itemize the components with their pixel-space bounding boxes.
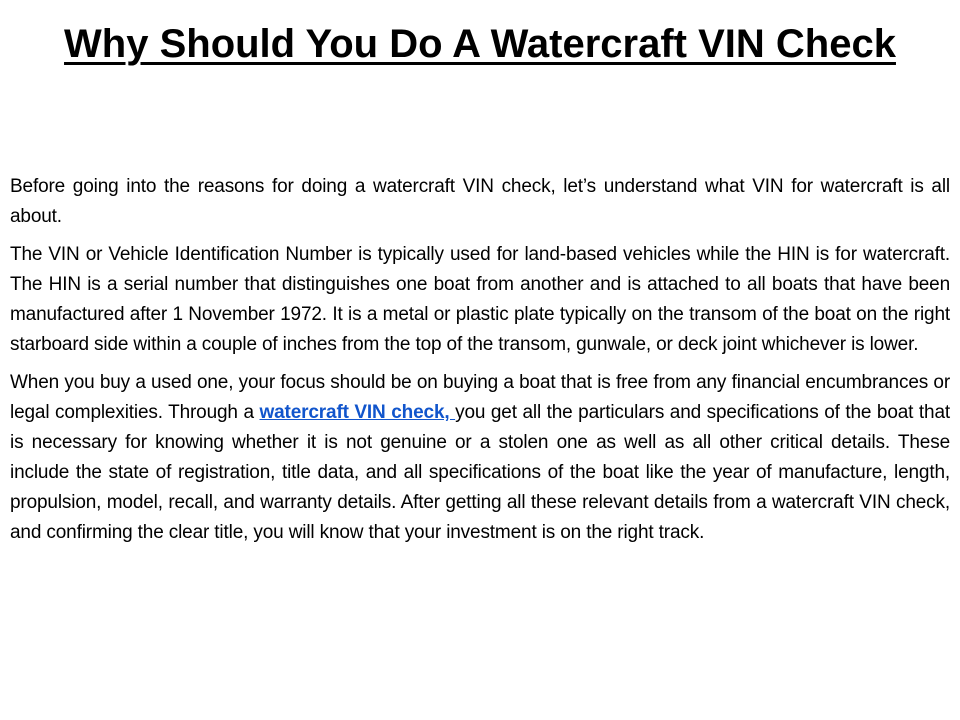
paragraph-text-before-link: When you buy a used one, your focus should be on buying a boat that is free from any financial encumbrances or legal complexities. Through a	[10, 372, 950, 423]
slide-body	[10, 172, 950, 556]
paragraph-vin-hin: The VIN or Vehicle Identification Number is typically used for land-based vehicles while the HIN is for watercraft. The HIN is a serial number that distinguishes one boat from another and is attached to all boats that have been manufactured after 1 November 1972. It is a metal or plastic plate typically on the transom of the boat on the right starboard side within a couple of inches from the top of the transom, gunwale, or deck joint whichever is lower.	[10, 244, 950, 355]
paragraph-intro: Before going into the reasons for doing a watercraft VIN check, let’s understand what VIN for watercraft is all about.	[10, 176, 950, 227]
paragraph-used-boat	[10, 368, 950, 548]
paragraph-text-after-link: you get all the particulars and specifications of the boat that is necessary for knowing whether it is not genuine or a stolen one as well as all other critical details. These include the state of registration, title data, and all specifications of the boat like the year of manufacture, length, propulsion, model, recall, and warranty details. After getting all these relevant details from a watercraft VIN check, and confirming the clear title, you will know that your investment is on the right track.	[10, 402, 950, 543]
watercraft-vin-check-link[interactable]: watercraft VIN check,	[259, 402, 456, 423]
page-title: Why Should You Do A Watercraft VIN Check	[64, 22, 896, 66]
